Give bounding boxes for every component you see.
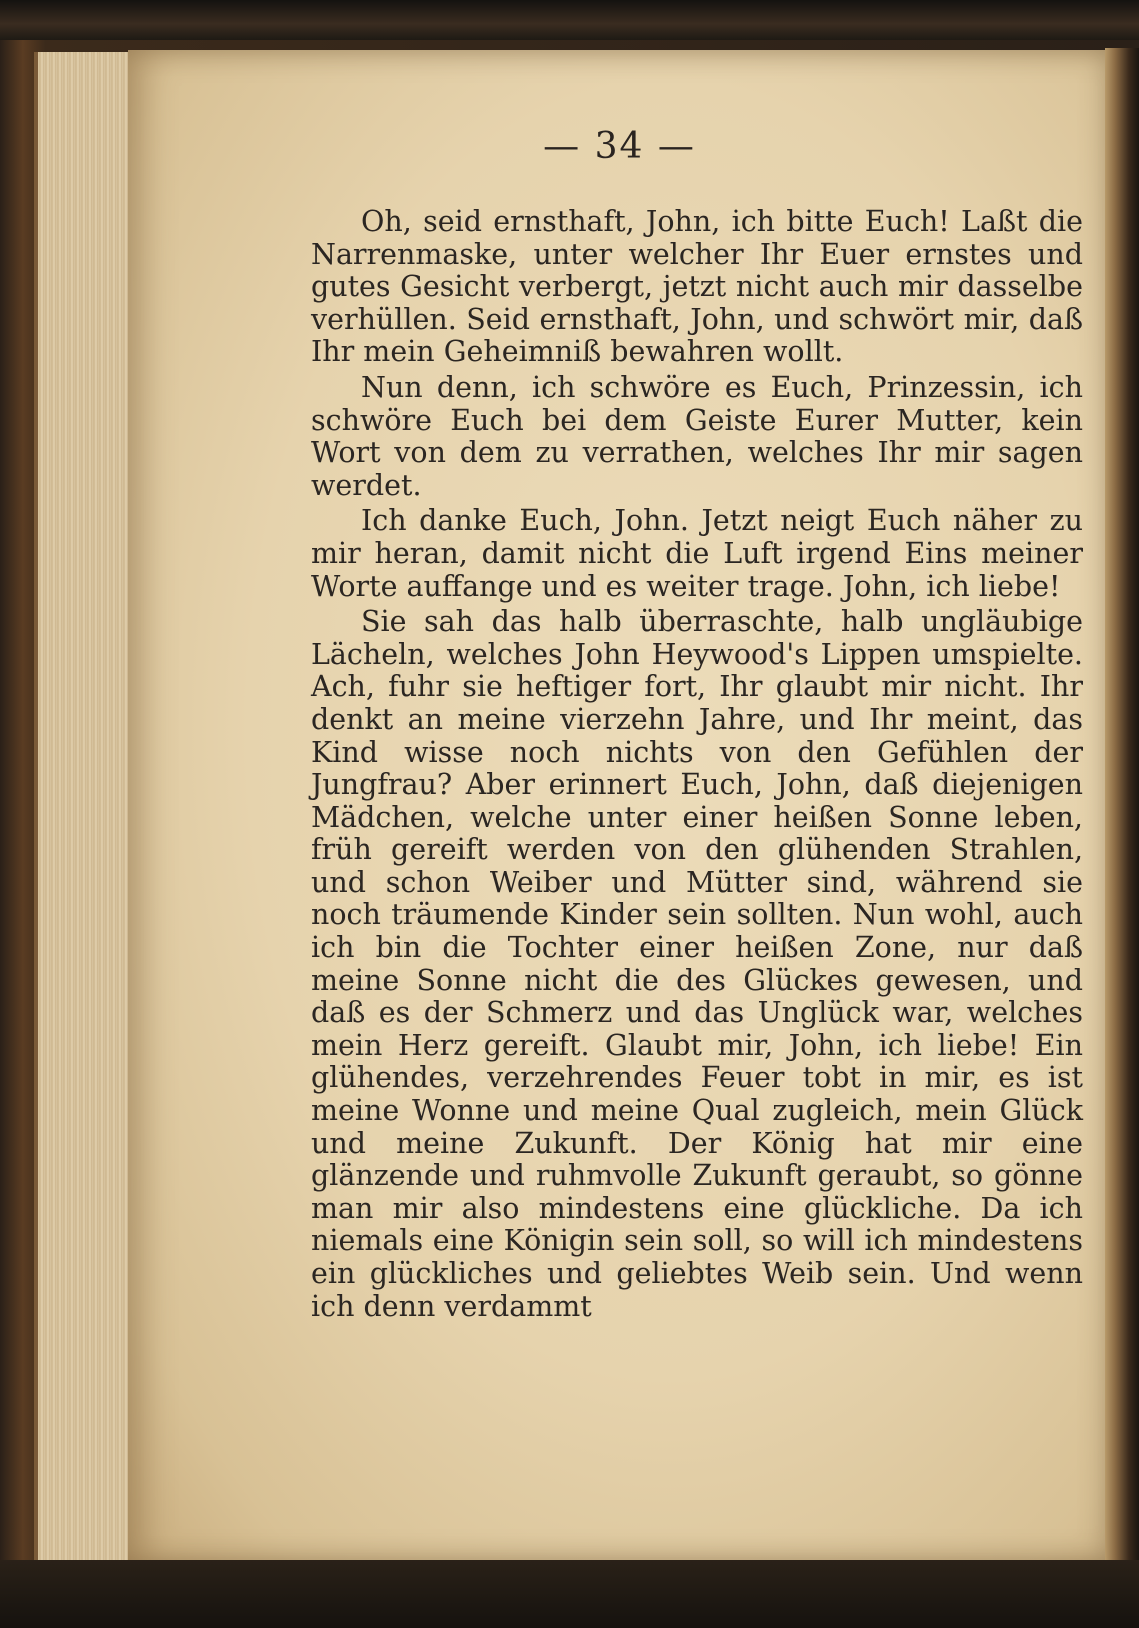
paragraph-2: Nun denn, ich schwöre es Euch, Prinzessin, ich schwöre Euch bei dem Geiste Eurer Mutter, kein Wort von dem zu verrathen, welches Ihr mir sagen werdet. xyxy=(311,370,1083,502)
page-text xyxy=(311,206,1083,1326)
page-stack xyxy=(34,52,138,1567)
paragraph-1: Oh, seid ernsthaft, John, ich bitte Euch! Laßt die Narrenmaske, unter welcher Ihr Euer ernstes und gutes Gesicht verbergt, jetzt nicht auch mir dasselbe verhüllen. Seid ernsthaft, John, und schwört mir, daß Ihr mein Geheimniß bewahren wollt. xyxy=(311,205,1083,369)
cover-edge-top xyxy=(0,0,1139,40)
cover-edge-bottom xyxy=(0,1560,1139,1628)
page-number: — 34 — xyxy=(543,126,696,167)
paragraph-3: Ich danke Euch, John. Jetzt neigt Euch näher zu mir heran, damit nicht die Luft irgend Eins meiner Worte auffange und es weiter trage. John, ich liebe! xyxy=(311,504,1083,603)
paragraph-4: Sie sah das halb überraschte, halb ungläubige Lächeln, welches John Heywood's Lippen umspielte. Ach, fuhr sie heftiger fort, Ihr glaubt mir nicht. Ihr denkt an meine vierzehn Jahre, und Ihr meint, das Kind wisse noch nichts von den Gefühlen der Jungfrau? Aber erinnert Euch, John, daß diejenigen Mädchen, welche unter einer heißen Sonne leben, früh gereift werden von den glühenden Strahlen, und schon Weiber und Mütter sind, während sie noch träumende Kinder sein sollten. Nun wohl, auch ich bin die Tochter einer heißen Zone, nur daß meine Sonne nicht die des Glückes gewesen, und daß es der Schmerz und das Unglück war, welches mein Herz gereift. Glaubt mir, John, ich liebe! Ein glühendes, verzehrendes Feuer tobt in mir, es ist meine Wonne und meine Qual zugleich, mein Glück und meine Zukunft. Der König hat mir eine glänzende und ruhmvolle Zukunft geraubt, so gönne man mir also mindestens eine glückliche. Da ich niemals eine Königin sein soll, so will ich mindestens ein glückliches und geliebtes Weib sein. Und wenn ich denn verdammt xyxy=(311,605,1083,1323)
page-gutter-right xyxy=(1105,48,1139,1564)
